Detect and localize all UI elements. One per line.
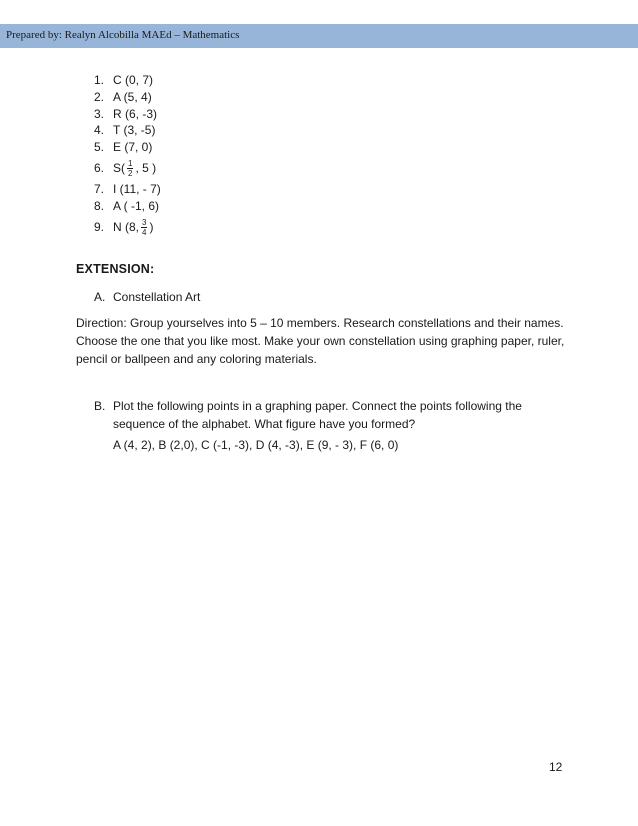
points-list xyxy=(94,72,161,240)
list-text: T (3, -5) xyxy=(113,123,156,138)
header-band xyxy=(0,24,638,48)
list-number: 9. xyxy=(94,219,105,234)
section-a-letter: A. xyxy=(94,290,106,304)
section-b xyxy=(94,397,564,433)
header-text: Prepared by: Realyn Alcobilla MAEd – Mathematics xyxy=(6,29,240,41)
section-a xyxy=(94,290,200,304)
list-item xyxy=(94,156,161,181)
list-item xyxy=(94,181,161,198)
list-number: 5. xyxy=(94,140,105,155)
fraction-numerator: 3 xyxy=(142,217,147,227)
list-number: 7. xyxy=(94,181,105,196)
list-text: C (0, 7) xyxy=(113,73,154,87)
fraction-denominator: 4 xyxy=(142,227,147,237)
list-item xyxy=(94,139,161,156)
extension-heading: EXTENSION: xyxy=(76,262,155,276)
list-number: 6. xyxy=(94,161,105,176)
list-item xyxy=(94,215,161,240)
list-item xyxy=(94,72,161,89)
fraction-numerator: 1 xyxy=(128,158,133,168)
list-text: R (6, -3) xyxy=(113,106,158,121)
fraction-denominator: 2 xyxy=(128,168,133,178)
list-item xyxy=(94,89,161,106)
list-text: N (8, xyxy=(113,219,140,234)
list-text: E (7, 0) xyxy=(113,140,153,155)
fraction xyxy=(141,218,147,237)
page-number: 12 xyxy=(549,760,563,774)
list-item xyxy=(94,198,161,215)
list-number: 3. xyxy=(94,106,105,121)
section-b-points: A (4, 2), B (2,0), C (-1, -3), D (4, -3), E (9, - 3), F (6, 0) xyxy=(113,438,399,452)
list-text: A (5, 4) xyxy=(113,89,152,104)
list-number: 1. xyxy=(94,73,105,87)
list-text: ) xyxy=(149,219,154,234)
list-number: 8. xyxy=(94,198,105,213)
list-item xyxy=(94,106,161,123)
list-text: A ( -1, 6) xyxy=(113,198,160,213)
list-text: , 5 ) xyxy=(135,161,157,176)
list-text: I (11, - 7) xyxy=(113,181,161,196)
fraction xyxy=(127,159,133,178)
list-number: 2. xyxy=(94,89,105,104)
list-text: S( xyxy=(113,161,125,176)
list-item xyxy=(94,122,161,139)
section-a-title: Constellation Art xyxy=(113,290,201,304)
direction-paragraph: Direction: Group yourselves into 5 – 10 members. Research constellations and their names. Choose the one that you like most. Make your own constellation using graphing paper, ruler, pencil or ballpeen and any coloring materials. xyxy=(76,316,565,366)
section-b-text: Plot the following points in a graphing paper. Connect the points following the sequence of the alphabet. What figure have you formed? xyxy=(113,399,522,431)
section-b-letter: B. xyxy=(94,399,106,413)
list-number: 4. xyxy=(94,123,105,138)
